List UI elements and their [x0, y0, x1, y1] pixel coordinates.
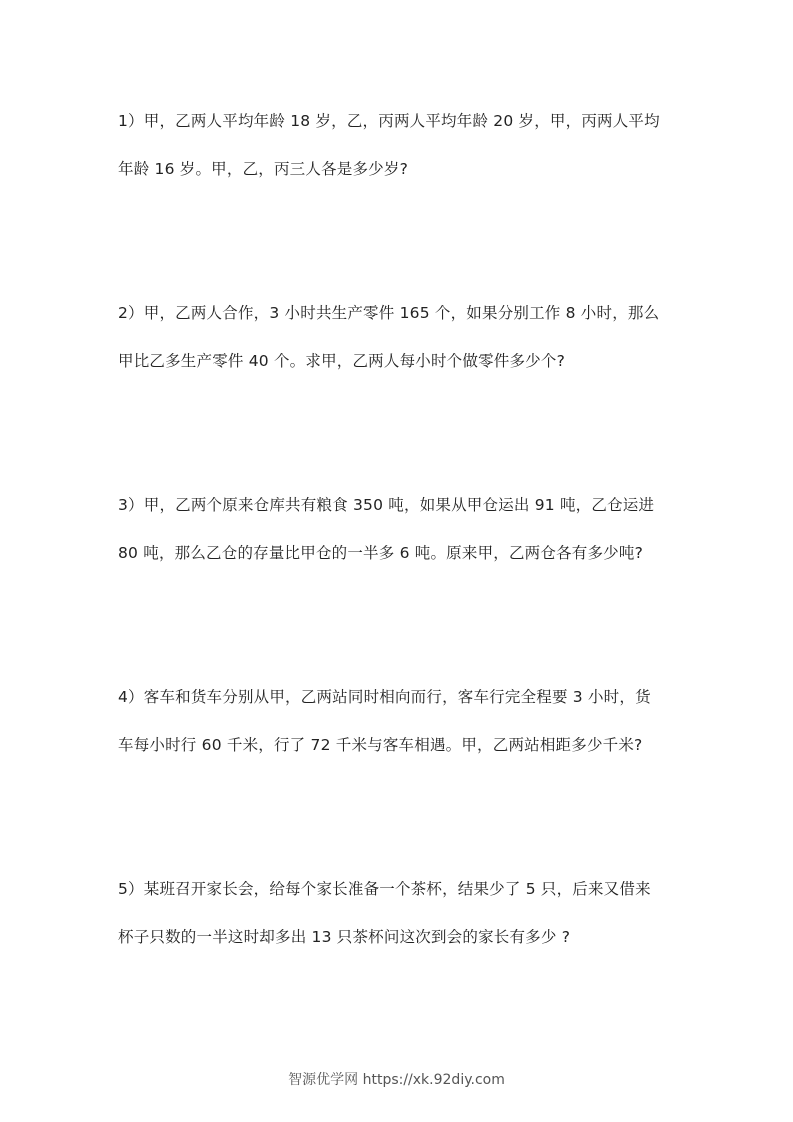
problem-5-line-2: 杯子只数的一半这时却多出 13 只茶杯问这次到会的家长有多少 ?	[118, 928, 571, 946]
problem-4-line-1: 4）客车和货车分别从甲，乙两站同时相向而行，客车行完全程要 3 小时，货	[118, 688, 651, 706]
problem-5-line-1: 5）某班召开家长会，给每个家长准备一个茶杯，结果少了 5 只，后来又借来	[118, 880, 651, 898]
problem-3-line-2: 80 吨，那么乙仓的存量比甲仓的一半多 6 吨。原来甲，乙两仓各有多少吨?	[118, 544, 643, 562]
problem-4-line-2: 车每小时行 60 千米，行了 72 千米与客车相遇。甲，乙两站相距多少千米?	[118, 736, 643, 754]
footer-watermark: 智源优学网 https://xk.92diy.com	[288, 1072, 505, 1088]
problem-3-line-1: 3）甲，乙两个原来仓库共有粮食 350 吨，如果从甲仓运出 91 吨，乙仓运进	[118, 496, 655, 514]
problem-1-line-2: 年龄 16 岁。甲，乙，丙三人各是多少岁?	[118, 160, 409, 178]
problem-2-line-2: 甲比乙多生产零件 40 个。求甲，乙两人每小时个做零件多少个?	[118, 352, 566, 370]
problem-2-line-1: 2）甲，乙两人合作，3 小时共生产零件 165 个，如果分别工作 8 小时，那么	[118, 304, 660, 322]
problem-1-line-1: 1）甲，乙两人平均年龄 18 岁，乙，丙两人平均年龄 20 岁，甲，丙两人平均	[118, 112, 660, 130]
